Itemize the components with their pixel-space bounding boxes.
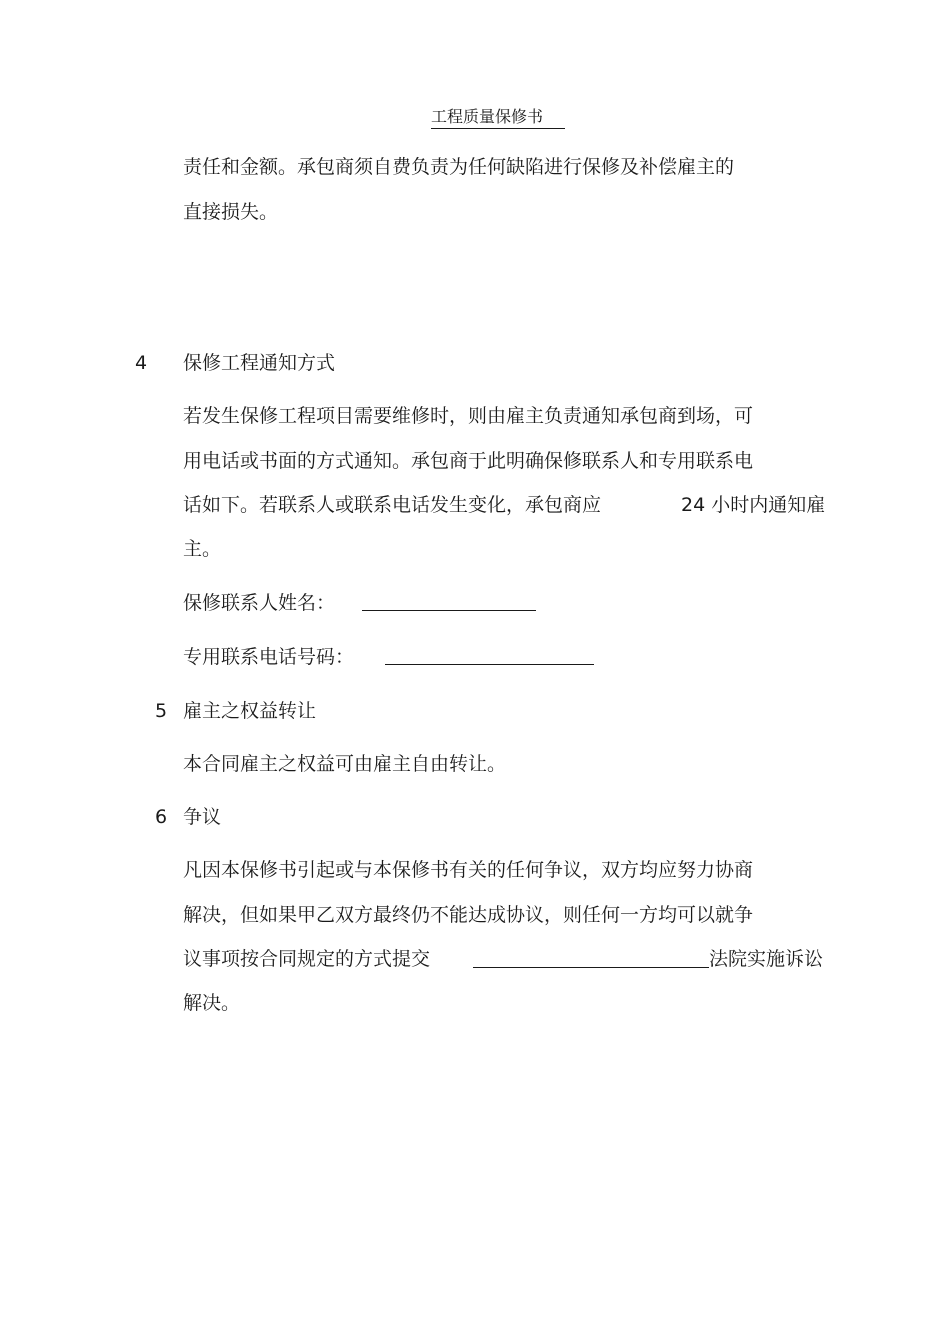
section-4-paragraph-line-2: 用电话或书面的方式通知。承包商于此明确保修联系人和专用联系电	[183, 450, 754, 472]
section-4-paragraph-line-3b: 24 小时内通知雇	[681, 494, 826, 516]
section-5-number: 5	[155, 700, 168, 722]
intro-line-1: 责任和金额。承包商须自费负责为任何缺陷进行保修及补偿雇主的	[183, 156, 735, 178]
section-4-paragraph-line-3a: 话如下。若联系人或联系电话发生变化，承包商应	[183, 494, 602, 516]
section-4-title: 保修工程通知方式	[183, 352, 336, 374]
contact-name-blank[interactable]	[362, 610, 536, 611]
section-6-paragraph-line-1: 凡因本保修书引起或与本保修书有关的任何争议，双方均应努力协商	[183, 859, 754, 881]
section-6-paragraph-line-2: 解决，但如果甲乙双方最终仍不能达成协议，则任何一方均可以就争	[183, 904, 754, 926]
section-5-title: 雇主之权益转让	[183, 700, 317, 722]
court-name-blank[interactable]	[473, 967, 709, 968]
section-4-number: 4	[135, 352, 148, 374]
contact-phone-blank[interactable]	[385, 664, 594, 665]
section-4-paragraph-line-4: 主。	[183, 538, 222, 560]
section-5-paragraph-line-1: 本合同雇主之权益可由雇主自由转让。	[183, 753, 507, 775]
section-6-title: 争议	[183, 806, 222, 828]
contact-name-label: 保修联系人姓名：	[183, 592, 336, 614]
section-6-paragraph-line-4: 解决。	[183, 992, 241, 1014]
page-header-title: 工程质量保修书	[431, 106, 565, 129]
section-6-paragraph-line-3a: 议事项按合同规定的方式提交	[183, 948, 431, 970]
intro-line-2: 直接损失。	[183, 201, 279, 223]
section-6-number: 6	[155, 806, 168, 828]
section-6-paragraph-line-3b: 法院实施诉讼	[709, 948, 824, 970]
section-4-paragraph-line-1: 若发生保修工程项目需要维修时，则由雇主负责通知承包商到场，可	[183, 405, 754, 427]
contact-phone-label: 专用联系电话号码：	[183, 646, 355, 668]
